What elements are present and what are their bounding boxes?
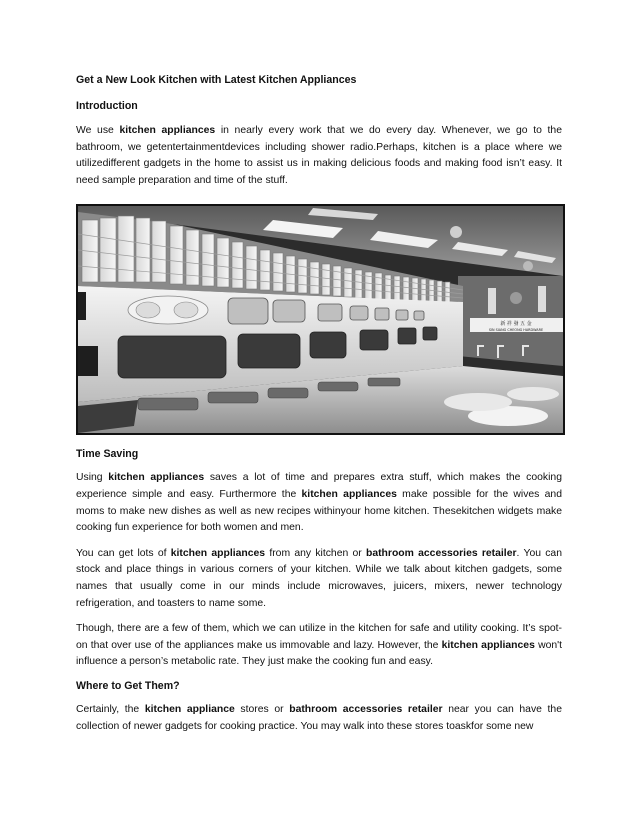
- store-sign-english: SIN SIANG CHEONG HARDWARE: [488, 328, 544, 333]
- paragraph-time-2: You can get lots of kitchen appliances from any kitchen or bathroom accessories retailer. You can stock and place things in various corners of your kitchen. While we talk about kitchen gadgets, some names that usually come in our minds include microwaves, juicers, mixers, newer technology refrigeration, and toasters to name some.: [76, 547, 562, 609]
- heading-where-to-get-them: Where to Get Them?: [76, 679, 180, 692]
- store-sign-chinese: 新 祥 發 五 金: [500, 321, 532, 328]
- paragraph-time-3: Though, there are a few of them, which we can utilize in the kitchen for safe and utility cooking. It’s spot-on that over use of the appliances make us immovable and lazy. However, the kitchen appliances won't influence a person’s metabolic rate. They just make the cooking fun and easy.: [76, 623, 562, 668]
- paragraph-intro: We use kitchen appliances in nearly every work that we do every day. Whenever, we go to the bathroom, we getentertainmentdevices including shower radio.Perhaps, kitchen is a place where we utilizedifferent gadgets in the home to assist us in making delicious foods and making food isn’t easy. It need sample preparation and time of the stuff.: [76, 125, 562, 186]
- heading-introduction: Introduction: [76, 100, 138, 112]
- kitchen-store-photo: [76, 204, 565, 435]
- paragraph-time-1: Using kitchen appliances saves a lot of time and prepares extra stuff, which makes the cooking experience simple and easy. Furthermore the kitchen appliances make possible for the wives and moms to make new dishes as well as new recipes withinyour home kitchen. Thesekitchen widgets make cooking fun experience for both women and men.: [76, 472, 562, 534]
- paragraph-where-1: Certainly, the kitchen appliance stores or bathroom accessories retailer near you can have the collection of newer gadgets for cooking practice. You may walk into these stores toaskfor some new: [76, 703, 562, 732]
- document-title: Get a New Look Kitchen with Latest Kitchen Appliances: [76, 74, 357, 86]
- document-content: [76, 74, 562, 735]
- heading-time-saving: Time Saving: [76, 448, 139, 461]
- kitchen-store-photo-image: [78, 206, 563, 433]
